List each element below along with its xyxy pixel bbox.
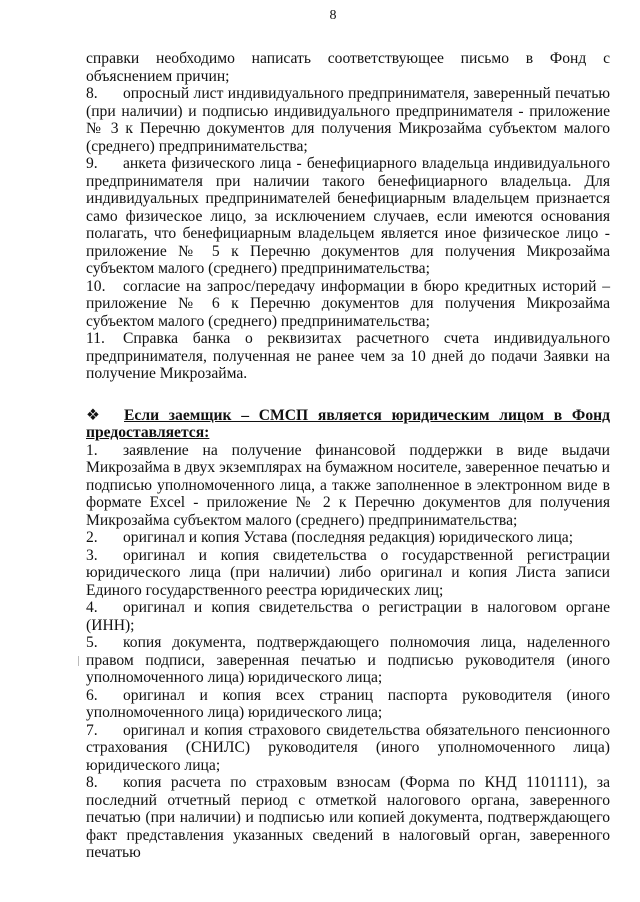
list-item: [86, 687, 610, 722]
list-item-text: анкета физического лица - бенефициарного владельца индивидуального предпринимателя при наличии такого бенефициарного владельца. Для индивидуальных предпринимателей бенефициарным владельцем признается само физическое лицо, за исключением случаев, если имеются основания полагать, что бенефициарным владельцем является иное физическое лицо - приложение № 5 к Перечню документов для получения Микрозайма субъектом малого (среднего) предпринимательства;: [86, 155, 610, 277]
list-item-text: заявление на получение финансовой поддержки в виде выдачи Микрозайма в двух экземплярах на бумажном носителе, заверенное печатью и подписью уполномоченного лица, а также заполненное в электронном виде в формате Excel - приложение № 2 к Перечню документов для получения Микрозайма субъектом малого (среднего) предпринимательства;: [86, 441, 610, 529]
list-item-text: оригинал и копия страхового свидетельства обязательного пенсионного страхования (СНИЛС) руководителя (иного уполномоченного лица) юридического лица;: [86, 721, 610, 774]
list-item: [86, 278, 610, 331]
list-item: [86, 722, 610, 775]
list-item: [86, 774, 610, 862]
section-heading-text: Если заемщик – СМСП является юридическим лицом в Фонд предоставляется:: [86, 406, 610, 441]
ip-documents-list: [86, 85, 610, 383]
list-item-text: оригинал и копия Устава (последняя редакция) юридического лица;: [123, 529, 574, 546]
list-item: [86, 634, 610, 687]
list-item-number: 1.: [86, 441, 98, 459]
list-item-text: оригинал и копия всех страниц паспорта руководителя (иного уполномоченного лица) юридического лица;: [86, 686, 610, 721]
list-item-number: 6.: [86, 686, 98, 704]
list-item-number: 10.: [86, 277, 106, 295]
list-item-number: 4.: [86, 599, 98, 616]
list-item: [86, 85, 610, 155]
list-item: [86, 330, 610, 383]
list-item-text: копия расчета по страховым взносам (Форма по КНД 1101111), за последний отчетный период с отметкой налогового органа, заверенного печатью (при наличии) и подписью или копией документа, подтверждающего факт представления указанных сведений в налоговый орган, заверенного печатью: [86, 774, 610, 861]
list-item-text: оригинал и копия свидетельства о регистрации в налоговом органе (ИНН);: [86, 599, 610, 634]
list-item-number: 3.: [86, 546, 98, 564]
list-item-number: 8.: [86, 774, 98, 791]
list-item-text: опросный лист индивидуального предпринимателя, заверенный печатью (при наличии) и подписью индивидуального предпринимателя - приложение № 3 к Перечню документов для получения Микрозайма субъектом малого (среднего) предпринимательства;: [86, 85, 610, 155]
list-item: [86, 155, 610, 278]
list-item-text: оригинал и копия свидетельства о государственной регистрации юридического лица (при наличии) либо оригинал и копия Листа записи Единого государственного реестра юридических лиц;: [86, 546, 610, 599]
list-item: [86, 599, 610, 634]
scan-edge-mark: [78, 656, 79, 666]
list-item-number: 5.: [86, 634, 98, 651]
list-item-text: согласие на запрос/передачу информации в бюро кредитных историй – приложение № 6 к Перечню документов для получения Микрозайма субъектом малого (среднего) предпринимательства;: [86, 277, 610, 330]
list-item: [86, 529, 610, 547]
list-item-text: Справка банка о реквизитах расчетного счета индивидуального предпринимателя, полученная не ранее чем за 10 дней до подачи Заявки на получение Микрозайма.: [86, 330, 610, 382]
diamond-bullet-icon: ❖: [86, 406, 100, 424]
list-item: [86, 442, 610, 530]
list-item-number: 2.: [86, 529, 98, 546]
section-heading: [86, 407, 610, 442]
list-item-text: копия документа, подтверждающего полномочия лица, наделенного правом подписи, заверенная печатью и подписью руководителя (иного уполномоченного лица) юридического лица;: [86, 634, 610, 686]
list-item-number: 8.: [86, 85, 98, 102]
continuation-paragraph: справки необходимо написать соответствующее письмо в Фонд с объяснением причин;: [86, 50, 610, 85]
list-item: [86, 547, 610, 600]
page-number: 8: [329, 8, 337, 23]
list-item-number: 7.: [86, 721, 98, 739]
list-item-number: 9.: [86, 155, 98, 172]
legal-entity-documents-list: [86, 442, 610, 862]
list-item-number: 11.: [86, 330, 105, 347]
